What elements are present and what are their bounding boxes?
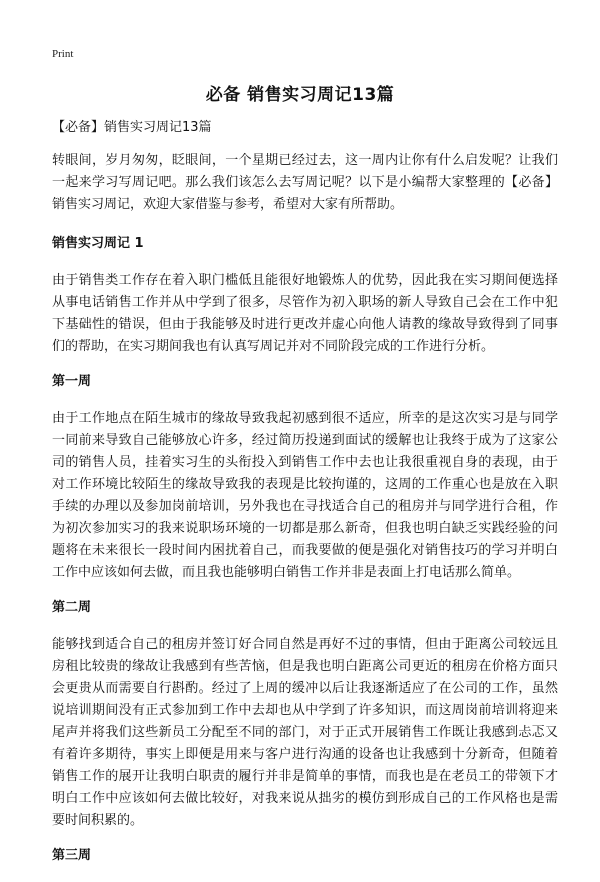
document-title: 必备 销售实习周记13篇: [205, 85, 395, 105]
intro-paragraph: 转眼间，岁月匆匆，眨眼间，一个星期已经过去，这一周内让你有什么启发呢？让我们一起来学习写周记吧。那么我们该怎么去写周记呢？以下是小编帮大家整理的【必备】销售实习周记，欢迎大家借鉴与参考，希望对大家有所帮助。: [52, 153, 558, 212]
document-subtitle: 【必备】销售实习周记13篇: [52, 120, 212, 135]
document-body: [52, 118, 558, 882]
section-paragraph-week-2: 能够找到适合自己的租房并签订好合同自然是再好不过的事情，但由于距离公司较远且房租比较贵的缘故让我感到有些苦恼，但是我也明白距离公司更近的租房在价格方面只会更贵从而需要自行斟酌。经过了上周的缓冲以后让我逐渐适应了在公司的工作，虽然说培训期间没有正式参加到工作中去却也从中学到了许多知识，而这周岗前培训将迎来尾声并将我们这些新员工分配至不同的部门，对于正式开展销售工作既让我感到忐忑又有着许多期待，事实上即便是用来与客户进行沟通的设备也让我感到十分新奇，但随着销售工作的展开让我明白职责的履行并非是简单的事情，而我也是在老员工的带领下才明白工作中应该如何去做比较好，对我来说从拙劣的模仿到形成自己的工作风格也是需要时间积累的。: [52, 637, 558, 828]
section-paragraph-journal-1: 由于销售类工作存在着入职门槛低且能很好地锻炼人的优势，因此我在实习期间便选择从事电话销售工作并从中学到了很多，尽管作为初入职场的新人导致自己会在工作中犯下基础性的错误，但由于我能够及时进行更改并虚心向他人请教的缘故导致得到了同事们的帮助，在实习期间我也有认真写周记并对不同阶段完成的工作进行分析。: [52, 273, 558, 354]
section-heading-week-2: 第二周: [52, 600, 92, 615]
print-label: Print: [52, 48, 74, 60]
section-paragraph-week-1: 由于工作地点在陌生城市的缘故导致我起初感到很不适应，所幸的是这次实习是与同学一同前来导致自己能够放心许多，经过简历投递到面试的缓解也让我终于成为了这家公司的销售人员，挂着实习生的头衔投入到销售工作中去也让我很重视自身的表现，由于对工作环境比较陌生的缘故导致我的表现是比较拘谨的，这周的工作重心也是放在入职手续的办理以及参加岗前培训，另外我也在寻找适合自己的租房并与同学进行合租，作为初次参加实习的我来说职场环境的一切都是那么新奇，但我也明白缺乏实践经验的问题将在未来很长一段时间内困扰着自己，而我要做的便是强化对销售技巧的学习并明白工作中应该如何去做，而且我也能够明白销售工作并非是表面上打电话那么简单。: [52, 411, 558, 580]
section-heading-journal-1: 销售实习周记 1: [52, 236, 144, 251]
section-heading-week-3: 第三周: [52, 848, 92, 863]
section-heading-week-1: 第一周: [52, 374, 92, 389]
